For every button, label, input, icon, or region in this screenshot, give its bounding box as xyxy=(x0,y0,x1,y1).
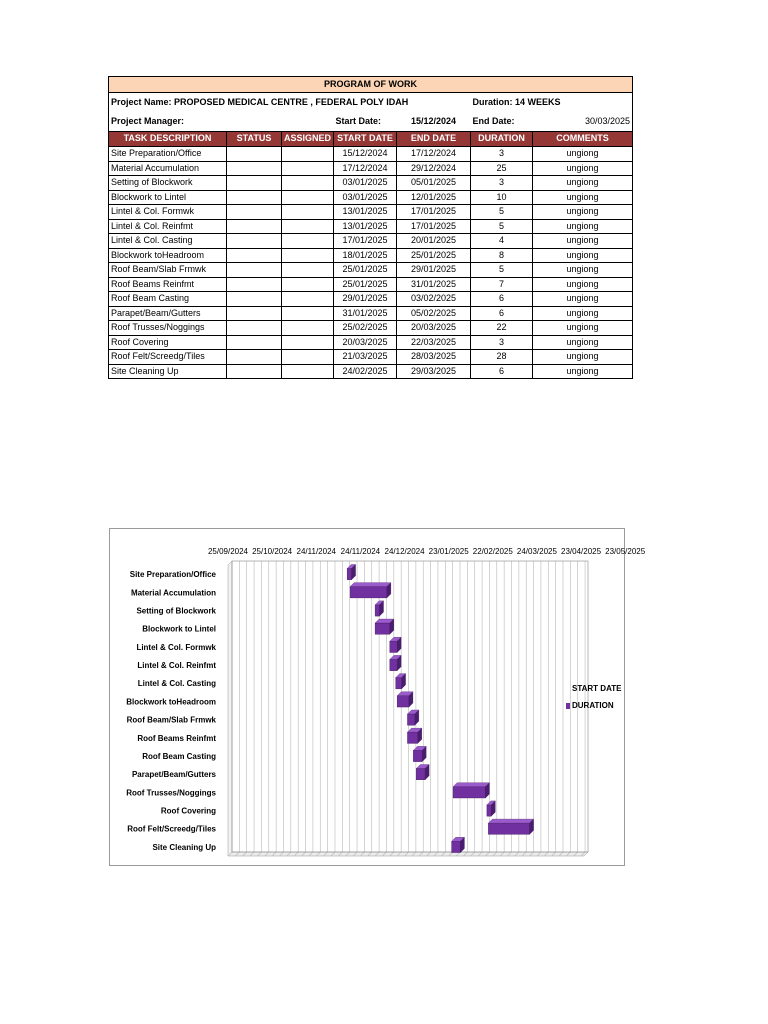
start-date-cell: 03/01/2025 xyxy=(334,190,397,205)
category-label: Blockwork toHeadroom xyxy=(126,697,216,707)
status-cell xyxy=(227,234,282,249)
plot-area xyxy=(232,561,588,852)
status-cell xyxy=(227,321,282,336)
comment-cell: ungiong xyxy=(533,306,633,321)
comment-cell: ungiong xyxy=(533,190,633,205)
task-cell: Material Accumulation xyxy=(109,161,227,176)
status-cell xyxy=(227,263,282,278)
category-label: Parapet/Beam/Gutters xyxy=(131,770,216,780)
table-row xyxy=(109,306,633,321)
assigned-cell xyxy=(282,292,334,307)
status-cell xyxy=(227,219,282,234)
task-cell: Blockwork toHeadroom xyxy=(109,248,227,263)
category-label: Setting of Blockwork xyxy=(136,606,216,616)
end-date-cell: 20/03/2025 xyxy=(397,321,471,336)
duration-bar xyxy=(407,732,417,743)
end-date-cell: 05/01/2025 xyxy=(397,176,471,191)
assigned-cell xyxy=(282,263,334,278)
x-tick-label: 24/11/2024 xyxy=(340,547,381,556)
end-date-cell: 25/01/2025 xyxy=(397,248,471,263)
duration-cell: 22 xyxy=(471,321,533,336)
category-label: Roof Felt/Screedg/Tiles xyxy=(127,824,216,834)
table-row xyxy=(109,161,633,176)
duration-bar-top xyxy=(453,783,489,787)
end-date-cell: 31/01/2025 xyxy=(397,277,471,292)
category-label: Lintel & Col. Casting xyxy=(137,679,216,689)
duration-cell: 7 xyxy=(471,277,533,292)
task-cell: Roof Beams Reinfmt xyxy=(109,277,227,292)
project-name: PROPOSED MEDICAL CENTRE , FEDERAL POLY IDAH xyxy=(174,96,409,107)
start-date-cell: 15/12/2024 xyxy=(334,147,397,162)
status-cell xyxy=(227,277,282,292)
status-cell xyxy=(227,364,282,379)
duration-bar xyxy=(413,750,422,761)
duration-bar xyxy=(390,641,397,652)
duration-bar xyxy=(396,678,402,689)
start-date-value: 15/12/2024 xyxy=(410,115,457,126)
task-cell: Roof Beam Casting xyxy=(109,292,227,307)
assigned-cell xyxy=(282,176,334,191)
category-label: Roof Beam Casting xyxy=(142,751,216,761)
legend-duration-swatch xyxy=(566,703,570,709)
assigned-cell xyxy=(282,321,334,336)
assigned-cell xyxy=(282,277,334,292)
task-cell: Blockwork to Lintel xyxy=(109,190,227,205)
x-tick-label: 25/09/2024 xyxy=(207,547,249,556)
duration-bar xyxy=(347,568,351,579)
comment-cell: ungiong xyxy=(533,161,633,176)
task-cell: Roof Covering xyxy=(109,335,227,350)
comment-cell: ungiong xyxy=(533,321,633,336)
category-label: Site Preparation/Office xyxy=(129,570,216,580)
duration-cell: 8 xyxy=(471,248,533,263)
end-date-label: End Date: xyxy=(472,115,515,126)
end-date-cell: 12/01/2025 xyxy=(397,190,471,205)
end-date-cell: 17/01/2025 xyxy=(397,205,471,220)
status-cell xyxy=(227,350,282,365)
status-cell xyxy=(227,306,282,321)
legend-start-date: START DATE xyxy=(572,684,622,693)
duration-cell: 6 xyxy=(471,306,533,321)
assigned-cell xyxy=(282,219,334,234)
start-date-cell: 17/12/2024 xyxy=(334,161,397,176)
table-row xyxy=(109,321,633,336)
table-row xyxy=(109,147,633,162)
comment-cell: ungiong xyxy=(533,292,633,307)
assigned-cell xyxy=(282,161,334,176)
project-name-cell xyxy=(109,93,471,113)
duration-bar xyxy=(375,623,390,634)
duration-cell: 3 xyxy=(471,176,533,191)
category-label: Roof Trusses/Noggings xyxy=(126,788,216,798)
duration-cell: 6 xyxy=(471,292,533,307)
end-date-cell: 29/12/2024 xyxy=(397,161,471,176)
category-label: Roof Covering xyxy=(160,806,216,816)
task-cell: Lintel & Col. Formwk xyxy=(109,205,227,220)
column-header: DURATION xyxy=(471,132,533,147)
duration-cell: 25 xyxy=(471,161,533,176)
status-cell xyxy=(227,190,282,205)
x-tick-label: 24/03/2025 xyxy=(516,547,557,556)
task-cell: Roof Beam/Slab Frmwk xyxy=(109,263,227,278)
duration-cell: 6 xyxy=(471,364,533,379)
duration-value: 14 WEEKS xyxy=(515,96,561,107)
assigned-cell xyxy=(282,335,334,350)
task-cell: Lintel & Col. Reinfmt xyxy=(109,219,227,234)
end-date-cell: 29/03/2025 xyxy=(397,364,471,379)
comment-cell: ungiong xyxy=(533,350,633,365)
category-label: Blockwork to Lintel xyxy=(142,624,216,634)
x-tick-label: 22/02/2025 xyxy=(472,547,513,556)
task-cell: Parapet/Beam/Gutters xyxy=(109,306,227,321)
duration-bar xyxy=(452,841,461,852)
status-cell xyxy=(227,205,282,220)
column-header: START DATE xyxy=(334,132,397,147)
duration-bar xyxy=(375,605,379,616)
duration-bar xyxy=(453,787,485,798)
plot-side-wall xyxy=(228,561,232,856)
category-label: Lintel & Col. Formwk xyxy=(136,642,216,652)
sheet-title: PROGRAM OF WORK xyxy=(109,77,633,93)
assigned-cell xyxy=(282,147,334,162)
comment-cell: ungiong xyxy=(533,205,633,220)
gantt-chart xyxy=(109,528,646,866)
duration-cell: 28 xyxy=(471,350,533,365)
end-date-cell: 17/12/2024 xyxy=(397,147,471,162)
comment-cell: ungiong xyxy=(533,234,633,249)
start-date-cell: 13/01/2025 xyxy=(334,219,397,234)
table-row xyxy=(109,234,633,249)
duration-bar xyxy=(397,696,409,707)
task-cell: Roof Felt/Screedg/Tiles xyxy=(109,350,227,365)
table-row xyxy=(109,176,633,191)
start-date-cell: 25/01/2025 xyxy=(334,277,397,292)
project-name-label: Project Name: xyxy=(111,96,172,107)
duration-cell: 4 xyxy=(471,234,533,249)
assigned-cell xyxy=(282,248,334,263)
duration-cell: 5 xyxy=(471,205,533,220)
start-date-cell: 31/01/2025 xyxy=(334,306,397,321)
end-date-value: 30/03/2025 xyxy=(533,112,633,132)
task-cell: Lintel & Col. Casting xyxy=(109,234,227,249)
program-of-work-sheet xyxy=(108,76,633,379)
column-header-row xyxy=(109,132,633,147)
start-date-cell: 29/01/2025 xyxy=(334,292,397,307)
end-date-cell: 17/01/2025 xyxy=(397,219,471,234)
end-date-cell: 03/02/2025 xyxy=(397,292,471,307)
duration-bar xyxy=(350,587,387,598)
comment-cell: ungiong xyxy=(533,147,633,162)
duration-cell: 3 xyxy=(471,147,533,162)
comment-cell: ungiong xyxy=(533,176,633,191)
status-cell xyxy=(227,147,282,162)
end-date-cell: 28/03/2025 xyxy=(397,350,471,365)
table-row xyxy=(109,292,633,307)
comment-cell: ungiong xyxy=(533,364,633,379)
category-label: Material Accumulation xyxy=(130,588,216,598)
project-manager-label: Project Manager: xyxy=(109,112,334,132)
gantt-chart-svg xyxy=(110,529,646,867)
duration-cell xyxy=(471,93,633,113)
start-date-cell: 03/01/2025 xyxy=(334,176,397,191)
assigned-cell xyxy=(282,205,334,220)
status-cell xyxy=(227,335,282,350)
duration-cell: 10 xyxy=(471,190,533,205)
comment-cell: ungiong xyxy=(533,248,633,263)
table-row xyxy=(109,364,633,379)
duration-bar xyxy=(407,714,414,725)
duration-bar xyxy=(416,769,425,780)
duration-bar xyxy=(488,823,529,834)
start-date-cell: 21/03/2025 xyxy=(334,350,397,365)
table-row xyxy=(109,350,633,365)
status-cell xyxy=(227,292,282,307)
x-tick-label: 23/05/2025 xyxy=(605,547,646,556)
legend-duration: DURATION xyxy=(572,701,614,710)
category-label: Site Cleaning Up xyxy=(152,842,216,852)
start-date-cell: 17/01/2025 xyxy=(334,234,397,249)
category-label: Lintel & Col. Reinfmt xyxy=(137,661,216,671)
status-cell xyxy=(227,176,282,191)
duration-bar xyxy=(487,805,491,816)
x-tick-label: 23/01/2025 xyxy=(428,547,469,556)
end-date-cell: 29/01/2025 xyxy=(397,263,471,278)
table-row xyxy=(109,219,633,234)
assigned-cell xyxy=(282,190,334,205)
duration-cell: 5 xyxy=(471,263,533,278)
assigned-cell xyxy=(282,234,334,249)
x-tick-label: 24/12/2024 xyxy=(384,547,425,556)
duration-bar xyxy=(390,659,397,670)
table-row xyxy=(109,335,633,350)
column-header: END DATE xyxy=(397,132,471,147)
start-date-cell: 25/02/2025 xyxy=(334,321,397,336)
column-header: STATUS xyxy=(227,132,282,147)
x-tick-label: 23/04/2025 xyxy=(561,547,602,556)
duration-label: Duration: xyxy=(472,96,513,107)
table-row xyxy=(109,248,633,263)
task-cell: Roof Trusses/Noggings xyxy=(109,321,227,336)
x-tick-label: 24/11/2024 xyxy=(296,547,336,556)
start-date-cell: 18/01/2025 xyxy=(334,248,397,263)
comment-cell: ungiong xyxy=(533,335,633,350)
task-cell: Site Cleaning Up xyxy=(109,364,227,379)
assigned-cell xyxy=(282,364,334,379)
assigned-cell xyxy=(282,350,334,365)
column-header: COMMENTS xyxy=(533,132,633,147)
table-row xyxy=(109,205,633,220)
duration-bar-top xyxy=(350,583,391,587)
column-header: ASSIGNED xyxy=(282,132,334,147)
end-date-cell: 22/03/2025 xyxy=(397,335,471,350)
column-header: TASK DESCRIPTION xyxy=(109,132,227,147)
duration-cell: 5 xyxy=(471,219,533,234)
table-row xyxy=(109,190,633,205)
start-date-cell: 13/01/2025 xyxy=(334,205,397,220)
category-label: Roof Beams Reinfmt xyxy=(137,733,216,743)
status-cell xyxy=(227,248,282,263)
duration-cell: 3 xyxy=(471,335,533,350)
category-label: Roof Beam/Slab Frmwk xyxy=(126,715,216,725)
x-tick-label: 25/10/2024 xyxy=(252,547,293,556)
status-cell xyxy=(227,161,282,176)
comment-cell: ungiong xyxy=(533,277,633,292)
task-cell: Setting of Blockwork xyxy=(109,176,227,191)
start-date-cell: 25/01/2025 xyxy=(334,263,397,278)
start-date-cell: 24/02/2025 xyxy=(334,364,397,379)
comment-cell: ungiong xyxy=(533,263,633,278)
assigned-cell xyxy=(282,306,334,321)
duration-bar-top xyxy=(488,819,533,823)
task-cell: Site Preparation/Office xyxy=(109,147,227,162)
end-date-cell: 20/01/2025 xyxy=(397,234,471,249)
start-date-cell: 20/03/2025 xyxy=(334,335,397,350)
table-row xyxy=(109,277,633,292)
table-row xyxy=(109,263,633,278)
start-date-label: Start Date: xyxy=(335,115,382,126)
end-date-cell: 05/02/2025 xyxy=(397,306,471,321)
comment-cell: ungiong xyxy=(533,219,633,234)
